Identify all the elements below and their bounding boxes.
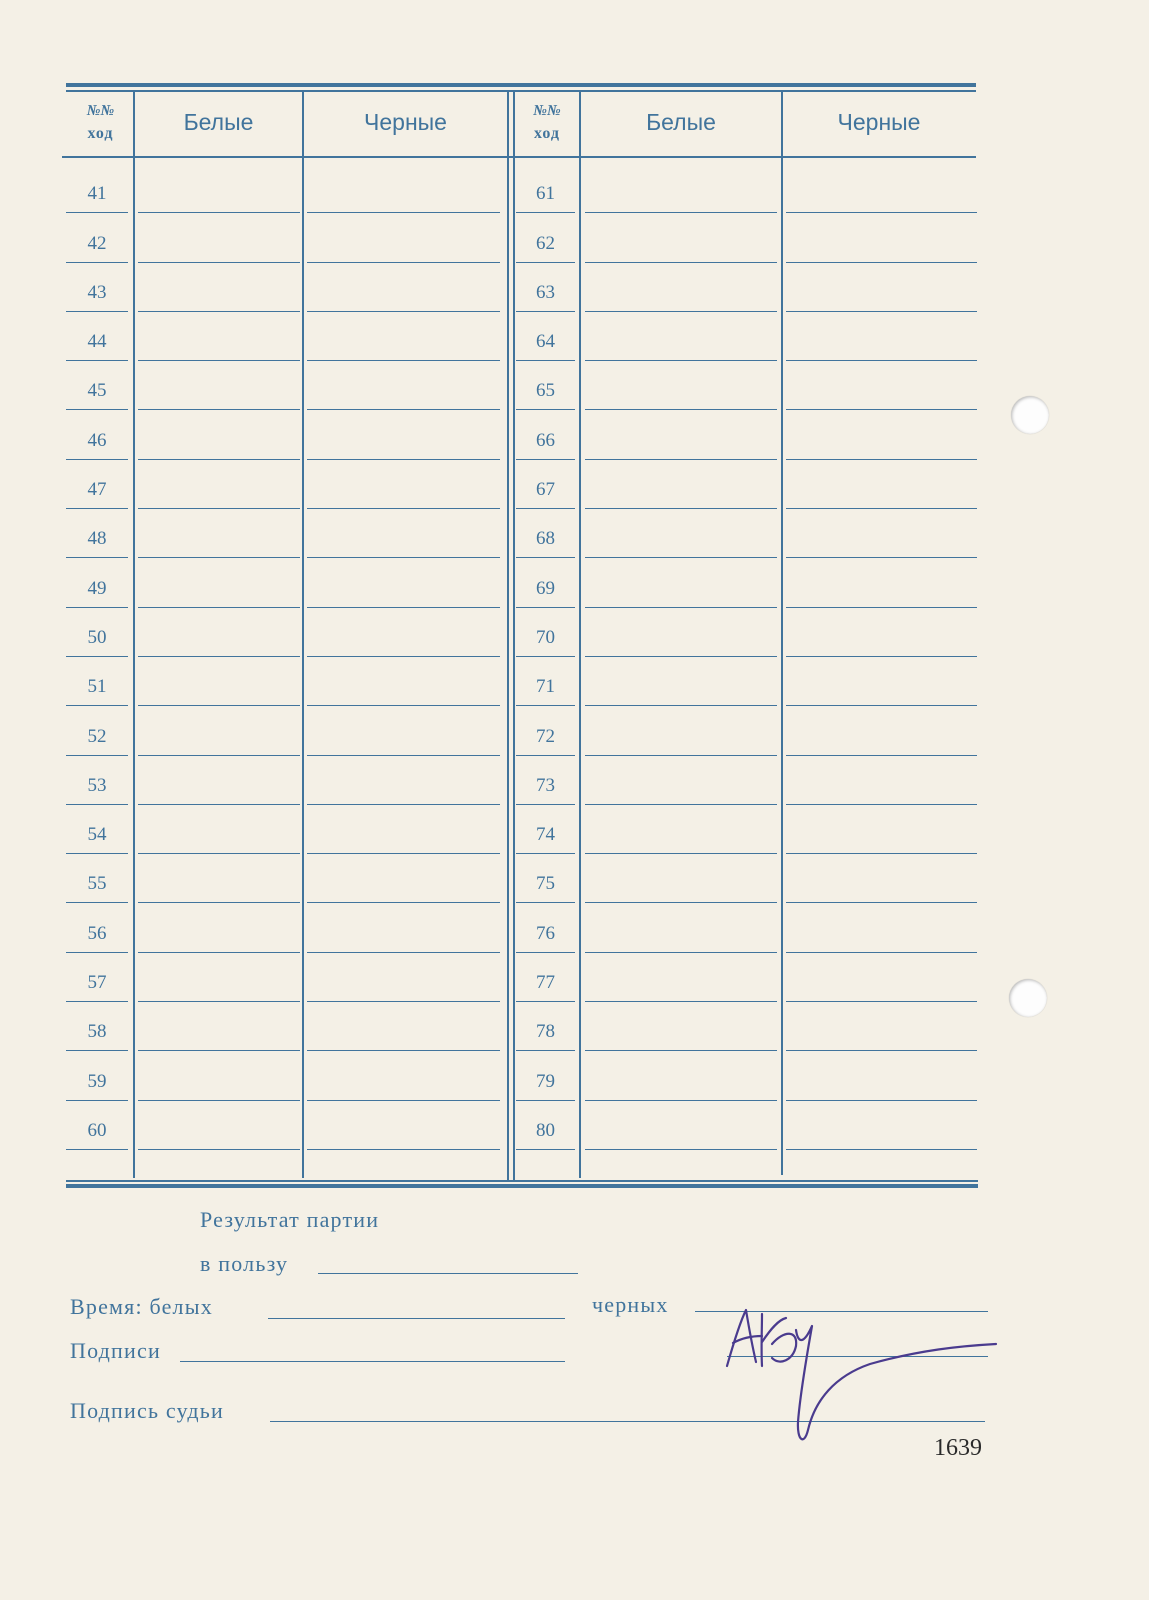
black-move-cell [307,706,500,755]
move-number: 78 [516,1002,575,1051]
header-white-right: Белые [646,109,716,135]
move-number: 44 [66,312,128,361]
time-black-line [695,1311,988,1312]
move-number: 62 [516,213,575,262]
white-move-cell [585,361,777,410]
move-number: 69 [516,558,575,607]
black-move-cell [786,558,977,607]
move-number: 54 [66,805,128,854]
white-move-cell [585,558,777,607]
move-number: 43 [66,263,128,312]
move-number: 48 [66,509,128,558]
move-number: 56 [66,904,128,953]
move-number: 79 [516,1051,575,1100]
black-move-cell [786,164,977,213]
white-move-cell [585,1051,777,1100]
white-move-cell [585,1002,777,1051]
header-rule [62,156,976,158]
header-move-number-left [68,89,133,156]
punch-hole-bottom [1009,979,1047,1017]
white-move-cell [585,953,777,1002]
black-move-cell [307,657,500,706]
white-move-cell [138,805,300,854]
move-number: 80 [516,1101,575,1150]
time-white-line [268,1318,565,1319]
move-number: 50 [66,608,128,657]
move-number: 59 [66,1051,128,1100]
black-move-cell [786,263,977,312]
black-move-cell [786,509,977,558]
black-move-cell [786,1002,977,1051]
move-number: 64 [516,312,575,361]
punch-hole-top [1011,396,1049,434]
move-number: 74 [516,805,575,854]
black-move-cell [307,509,500,558]
move-number: 71 [516,657,575,706]
white-move-cell [585,509,777,558]
move-number: 57 [66,953,128,1002]
white-move-cell [138,657,300,706]
white-move-cell [585,608,777,657]
black-move-cell [307,805,500,854]
black-move-cell [307,213,500,262]
black-move-cell [307,558,500,607]
header-move-label: ход [533,124,561,142]
white-move-cell [585,657,777,706]
black-move-cell [786,312,977,361]
black-move-cell [307,164,500,213]
black-move-cell [786,1101,977,1150]
move-number: 45 [66,361,128,410]
black-move-cell [786,361,977,410]
move-number: 49 [66,558,128,607]
white-move-cell [585,854,777,903]
white-move-cell [585,706,777,755]
black-move-cell [786,460,977,509]
white-move-cell [585,1101,777,1150]
black-move-cell [307,953,500,1002]
move-number: 53 [66,756,128,805]
black-move-cell [786,953,977,1002]
black-move-cell [307,904,500,953]
black-move-cell [786,706,977,755]
white-move-cell [585,411,777,460]
move-number: 72 [516,706,575,755]
white-move-cell [585,805,777,854]
header-move-number-right [515,89,579,156]
center-divider [507,90,509,1180]
black-move-cell [307,312,500,361]
black-move-cell [307,411,500,460]
column-divider [781,90,783,1175]
white-move-cell [585,164,777,213]
white-move-cell [138,608,300,657]
black-move-cell [786,1051,977,1100]
time-black-label: черных [592,1292,669,1317]
black-move-cell [786,657,977,706]
page-number: 1639 [934,1435,982,1461]
black-move-cell [786,854,977,903]
signature-line-right [727,1356,988,1357]
header-white-left: Белые [183,109,254,135]
black-move-cell [307,263,500,312]
move-number: 76 [516,904,575,953]
move-number: 61 [516,164,575,213]
white-move-cell [585,312,777,361]
move-number: 41 [66,164,128,213]
black-move-cell [786,904,977,953]
header-black-right: Черные [837,109,921,135]
white-move-cell [585,904,777,953]
white-move-cell [138,460,300,509]
move-number: 42 [66,213,128,262]
move-number: 65 [516,361,575,410]
white-move-cell [138,1002,300,1051]
white-move-cell [138,263,300,312]
center-divider [513,90,515,1180]
black-move-cell [307,756,500,805]
black-move-cell [307,361,500,410]
white-move-cell [138,509,300,558]
black-move-cell [307,1002,500,1051]
result-title: Результат партии [200,1207,380,1232]
time-white-label: Время: белых [70,1294,213,1319]
black-move-cell [786,756,977,805]
black-move-cell [786,805,977,854]
move-number: 47 [66,460,128,509]
judge-signature-line [270,1421,985,1422]
move-number: 51 [66,657,128,706]
judge-signature-label: Подпись судьи [70,1398,224,1423]
white-move-cell [138,953,300,1002]
column-divider [302,90,304,1178]
bottom-rule [66,1184,978,1188]
white-move-cell [138,164,300,213]
black-move-cell [786,608,977,657]
top-rule [66,83,976,87]
move-number: 52 [66,706,128,755]
move-number: 68 [516,509,575,558]
white-move-cell [138,756,300,805]
white-move-cell [138,904,300,953]
header-move-label: ход [87,124,114,142]
black-move-cell [307,608,500,657]
move-number: 60 [66,1101,128,1150]
column-divider [579,90,581,1178]
black-move-cell [307,1101,500,1150]
header-number-sign: №№ [533,102,561,119]
black-move-cell [307,854,500,903]
black-move-cell [786,213,977,262]
move-number: 67 [516,460,575,509]
black-move-cell [307,1051,500,1100]
header-number-sign: №№ [86,102,115,119]
white-move-cell [138,361,300,410]
column-divider [133,90,135,1178]
white-move-cell [138,213,300,262]
white-move-cell [138,706,300,755]
signature-line-left [180,1361,565,1362]
bottom-rule-thin [66,1180,978,1182]
white-move-cell [138,854,300,903]
header-black-left: Черные [364,109,447,135]
black-move-cell [307,460,500,509]
white-move-cell [138,1101,300,1150]
white-move-cell [585,213,777,262]
move-number: 75 [516,854,575,903]
white-move-cell [138,312,300,361]
move-number: 66 [516,411,575,460]
in-favor-label: в пользу [200,1251,289,1276]
white-move-cell [138,1051,300,1100]
black-move-cell [786,411,977,460]
white-move-cell [138,411,300,460]
white-move-cell [585,460,777,509]
signatures-label: Подписи [70,1338,161,1363]
move-number: 63 [516,263,575,312]
move-number: 46 [66,411,128,460]
move-number: 58 [66,1002,128,1051]
white-move-cell [138,558,300,607]
move-number: 77 [516,953,575,1002]
move-number: 70 [516,608,575,657]
in-favor-line [318,1273,578,1274]
move-number: 55 [66,854,128,903]
white-move-cell [585,756,777,805]
move-number: 73 [516,756,575,805]
white-move-cell [585,263,777,312]
